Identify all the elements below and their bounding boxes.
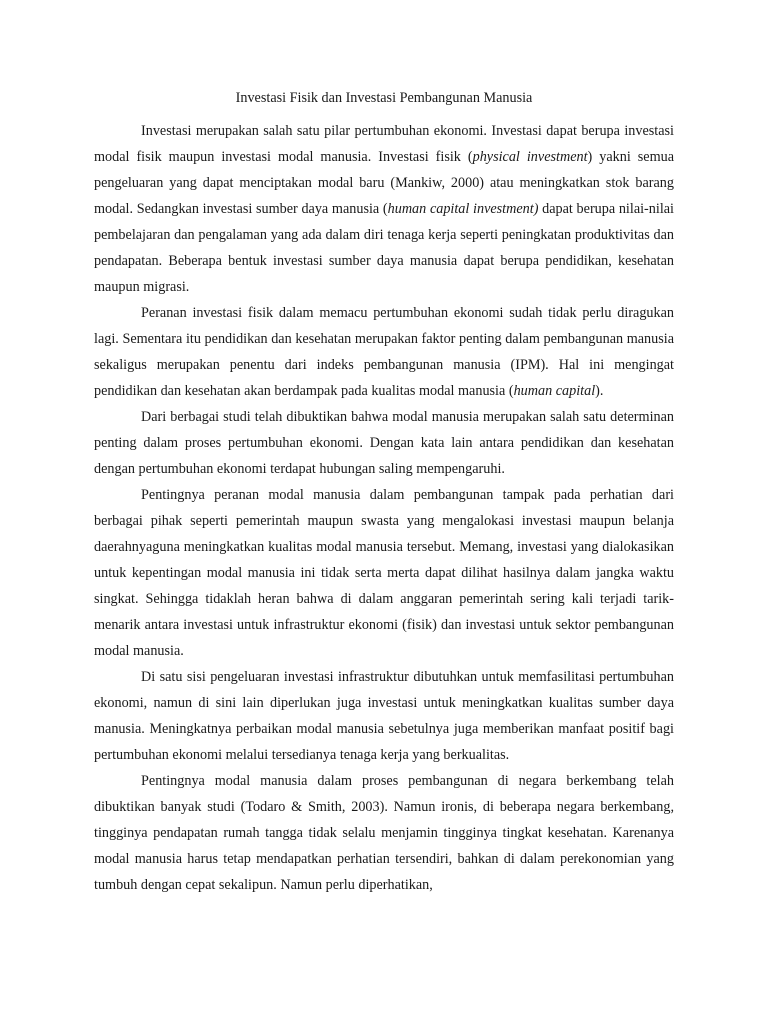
italic-term: human capital investment): [387, 201, 539, 217]
document-title: Investasi Fisik dan Investasi Pembangunan Manusia: [235, 90, 533, 106]
paragraph: [94, 768, 674, 898]
document-body: [94, 118, 674, 898]
text-run: Dari berbagai studi telah dibuktikan bahwa modal manusia merupakan salah satu determinan penting dalam proses pertumbuhan ekonomi. Dengan kata lain antara pendidikan dan kesehatan dengan pertumbuhan ekonomi terdapat hubungan saling mempengaruhi.: [94, 409, 674, 477]
paragraph: [94, 300, 674, 404]
paragraph: [94, 664, 674, 768]
paragraph: [94, 482, 674, 664]
text-run: dapat berupa nilai-nilai pembelajaran dan pengalaman yang ada dalam diri tenaga kerja seperti peningkatan produktivitas dan pendapatan. Beberapa bentuk investasi sumber daya manusia dapat berupa pendidikan, kesehatan maupun migrasi.: [94, 201, 674, 295]
text-run: Pentingnya peranan modal manusia dalam pembangunan tampak pada perhatian dari berbagai pihak seperti pemerintah maupun swasta yang mengalokasi investasi maupun belanja daerahnyaguna meningkatkan kualitas modal manusia tersebut. Memang, investasi yang dialokasikan untuk kepentingan modal manusia ini tidak serta merta dapat dilihat hasilnya dalam jangka waktu singkat. Sehingga tidaklah heran bahwa di dalam anggaran pemerintah sering kali terjadi tarik-menarik antara investasi untuk infrastruktur ekonomi (fisik) dan investasi untuk sektor pembangunan modal manusia.: [94, 487, 674, 659]
italic-term: physical investment: [472, 149, 588, 165]
paragraph: [94, 118, 674, 300]
text-run: ) yakni semua pengeluaran yang dapat menciptakan modal baru (Mankiw, 2000) atau meningkatkan stok barang modal. Sedangkan investasi sumber daya manusia (: [94, 149, 674, 217]
text-run: Investasi merupakan salah satu pilar pertumbuhan ekonomi. Investasi dapat berupa investasi modal fisik maupun investasi modal manusia. Investasi fisik (: [94, 123, 674, 165]
text-run: ).: [595, 383, 604, 399]
paragraph: [94, 404, 674, 482]
italic-term: human capital: [513, 383, 596, 399]
text-run: Pentingnya modal manusia dalam proses pembangunan di negara berkembang telah dibuktikan banyak studi (Todaro & Smith, 2003). Namun ironis, di beberapa negara berkembang, tingginya pendapatan rumah tangga tidak selalu menjamin tingginya tingkat kesehatan. Karenanya modal manusia harus tetap mendapatkan perhatian tersendiri, bahkan di dalam perekonomian yang tumbuh dengan cepat sekalipun. Namun perlu diperhatikan,: [94, 773, 674, 893]
text-run: Di satu sisi pengeluaran investasi infrastruktur dibutuhkan untuk memfasilitasi pertumbuhan ekonomi, namun di sini lain diperlukan juga investasi untuk meningkatkan kualitas sumber daya manusia. Meningkatnya perbaikan modal manusia sebetulnya juga memberikan manfaat positif bagi pertumbuhan ekonomi melalui tersedianya tenaga kerja yang berkualitas.: [94, 669, 674, 763]
text-run: Peranan investasi fisik dalam memacu pertumbuhan ekonomi sudah tidak perlu diragukan lagi. Sementara itu pendidikan dan kesehatan merupakan faktor penting dalam pembangunan manusia sekaligus merupakan penentu dari indeks pembangunan manusia (IPM). Hal ini mengingat pendidikan dan kesehatan akan berdampak pada kualitas modal manusia (: [94, 305, 674, 399]
